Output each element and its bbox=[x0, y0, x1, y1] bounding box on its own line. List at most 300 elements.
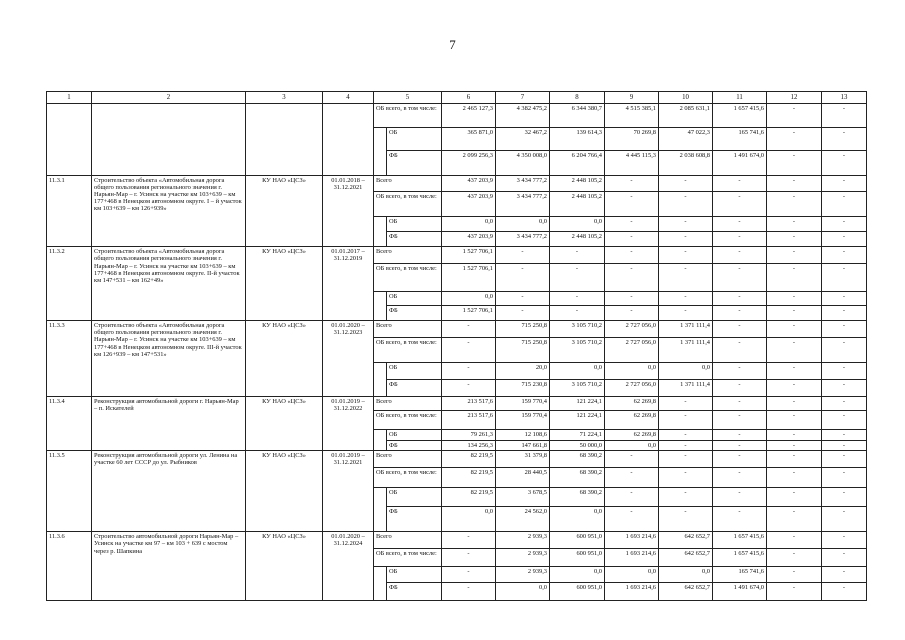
value-cell: - bbox=[550, 306, 605, 321]
value-cell: - bbox=[822, 467, 867, 487]
value-cell: 0,0 bbox=[496, 583, 550, 601]
value-cell: 159 770,4 bbox=[496, 411, 550, 430]
value-cell: - bbox=[605, 263, 659, 291]
value-cell: 600 951,0 bbox=[550, 548, 605, 567]
value-cell: - bbox=[659, 175, 713, 192]
value-cell: 642 652,7 bbox=[659, 548, 713, 567]
item-executor: КУ НАО «ЦСЗ» bbox=[246, 175, 323, 247]
value-cell: 0,0 bbox=[550, 217, 605, 232]
value-cell: - bbox=[767, 430, 822, 441]
value-cell: 82 219,5 bbox=[442, 487, 496, 507]
value-cell: - bbox=[822, 263, 867, 291]
item-name: Реконструкция автомобильной дороги г. Нарьян-Мар – п. Искателей bbox=[92, 396, 246, 450]
header-cell: 10 bbox=[659, 92, 713, 104]
value-cell: - bbox=[605, 306, 659, 321]
period-cell bbox=[323, 104, 374, 176]
value-cell: - bbox=[442, 337, 496, 362]
value-cell: - bbox=[822, 104, 867, 128]
source-cell: ОБ всего, в том числе: bbox=[374, 548, 442, 567]
value-cell: 71 224,1 bbox=[550, 430, 605, 441]
value-cell: 62 269,8 bbox=[605, 411, 659, 430]
value-cell: - bbox=[822, 430, 867, 441]
value-cell: 715 230,8 bbox=[496, 380, 550, 397]
header-cell: 8 bbox=[550, 92, 605, 104]
value-cell: 6 204 766,4 bbox=[550, 150, 605, 175]
value-cell: - bbox=[767, 396, 822, 411]
name-cell bbox=[92, 104, 246, 176]
value-cell: 0,0 bbox=[550, 507, 605, 532]
value-cell: - bbox=[605, 192, 659, 217]
value-cell: - bbox=[767, 567, 822, 583]
table-row bbox=[47, 104, 867, 128]
budget-table bbox=[46, 91, 867, 601]
value-cell: 68 390,2 bbox=[550, 467, 605, 487]
value-cell: 62 269,8 bbox=[605, 396, 659, 411]
value-cell: - bbox=[713, 192, 767, 217]
value-cell: 2 727 056,0 bbox=[605, 380, 659, 397]
source-cell: ОБ bbox=[387, 291, 442, 306]
value-cell: - bbox=[713, 467, 767, 487]
value-cell: - bbox=[713, 175, 767, 192]
value-cell: - bbox=[659, 231, 713, 247]
value-cell: - bbox=[822, 583, 867, 601]
source-cell: Всего bbox=[374, 396, 442, 411]
value-cell: - bbox=[550, 291, 605, 306]
value-cell: - bbox=[822, 247, 867, 264]
source-cell: Всего bbox=[374, 321, 442, 338]
value-cell: 165 741,6 bbox=[713, 567, 767, 583]
value-cell: - bbox=[659, 192, 713, 217]
source-cell: ОБ всего, в том числе: bbox=[374, 337, 442, 362]
item-executor: КУ НАО «ЦСЗ» bbox=[246, 532, 323, 601]
value-cell: - bbox=[496, 263, 550, 291]
value-cell: - bbox=[713, 362, 767, 380]
table-body bbox=[47, 104, 867, 601]
value-cell: 0,0 bbox=[659, 567, 713, 583]
value-cell: - bbox=[767, 321, 822, 338]
value-cell: - bbox=[713, 231, 767, 247]
value-cell: 121 224,1 bbox=[550, 411, 605, 430]
value-cell: - bbox=[659, 411, 713, 430]
value-cell: - bbox=[767, 291, 822, 306]
executor-cell bbox=[246, 104, 323, 176]
value-cell: 1 527 706,1 bbox=[442, 306, 496, 321]
value-cell: - bbox=[767, 217, 822, 232]
item-code: 11.3.3 bbox=[47, 321, 92, 397]
value-cell: - bbox=[767, 380, 822, 397]
value-cell: - bbox=[767, 548, 822, 567]
value-cell: 0,0 bbox=[442, 217, 496, 232]
value-cell: 2 465 127,3 bbox=[442, 104, 496, 128]
header-cell: 5 bbox=[374, 92, 442, 104]
value-cell: 437 203,9 bbox=[442, 175, 496, 192]
value-cell: - bbox=[605, 451, 659, 468]
header-cell: 13 bbox=[822, 92, 867, 104]
item-code: 11.3.4 bbox=[47, 396, 92, 450]
value-cell: - bbox=[767, 451, 822, 468]
source-cell: ФБ bbox=[387, 380, 442, 397]
value-cell: 165 741,6 bbox=[713, 127, 767, 150]
value-cell: 3 434 777,2 bbox=[496, 175, 550, 192]
table-row bbox=[47, 247, 867, 264]
value-cell: - bbox=[659, 396, 713, 411]
value-cell: 0,0 bbox=[550, 362, 605, 380]
value-cell: 6 344 380,7 bbox=[550, 104, 605, 128]
value-cell: - bbox=[822, 487, 867, 507]
value-cell: 2 939,3 bbox=[496, 567, 550, 583]
item-period: 01.01.2020 – 31.12.2023 bbox=[323, 321, 374, 397]
value-cell: 12 108,6 bbox=[496, 430, 550, 441]
source-cell: ОБ bbox=[387, 567, 442, 583]
value-cell: 437 203,9 bbox=[442, 231, 496, 247]
value-cell: - bbox=[822, 396, 867, 411]
value-cell: - bbox=[767, 104, 822, 128]
value-cell: - bbox=[713, 217, 767, 232]
value-cell: 2 448 105,2 bbox=[550, 231, 605, 247]
value-cell: 68 390,2 bbox=[550, 487, 605, 507]
value-cell: - bbox=[767, 263, 822, 291]
header-cell: 1 bbox=[47, 92, 92, 104]
value-cell: 4 382 475,2 bbox=[496, 104, 550, 128]
value-cell: - bbox=[605, 247, 659, 264]
source-cell: ФБ bbox=[387, 231, 442, 247]
source-cell: ОБ bbox=[387, 362, 442, 380]
value-cell: 1 491 674,0 bbox=[713, 150, 767, 175]
value-cell: 715 250,8 bbox=[496, 321, 550, 338]
table-row bbox=[47, 321, 867, 338]
source-cell: ОБ всего, в том числе: bbox=[374, 467, 442, 487]
value-cell: 2 727 056,0 bbox=[605, 337, 659, 362]
item-name: Реконструкция автомобильной дороги ул. Ленина на участке 60 лет СССР до ул. Рыбников bbox=[92, 451, 246, 532]
value-cell: 1 371 111,4 bbox=[659, 380, 713, 397]
value-cell: 3 105 710,2 bbox=[550, 321, 605, 338]
value-cell: - bbox=[822, 127, 867, 150]
item-period: 01.01.2019 – 31.12.2022 bbox=[323, 396, 374, 450]
value-cell: 3 105 710,2 bbox=[550, 337, 605, 362]
value-cell: - bbox=[822, 362, 867, 380]
value-cell: - bbox=[550, 263, 605, 291]
value-cell: 642 652,7 bbox=[659, 532, 713, 549]
item-period: 01.01.2017 – 31.12.2019 bbox=[323, 247, 374, 321]
source-cell: ОБ bbox=[387, 430, 442, 441]
value-cell: - bbox=[659, 291, 713, 306]
value-cell: - bbox=[822, 175, 867, 192]
value-cell: - bbox=[713, 380, 767, 397]
value-cell: 3 678,5 bbox=[496, 487, 550, 507]
value-cell: - bbox=[822, 217, 867, 232]
header-cell: 9 bbox=[605, 92, 659, 104]
value-cell: - bbox=[767, 467, 822, 487]
value-cell: 3 434 777,2 bbox=[496, 192, 550, 217]
header-cell: 6 bbox=[442, 92, 496, 104]
value-cell: - bbox=[713, 451, 767, 468]
value-cell: - bbox=[713, 291, 767, 306]
value-cell: - bbox=[659, 440, 713, 451]
value-cell: - bbox=[605, 175, 659, 192]
page-number: 7 bbox=[449, 37, 456, 52]
table-row bbox=[47, 175, 867, 192]
value-cell: 62 269,8 bbox=[605, 430, 659, 441]
value-cell: - bbox=[767, 440, 822, 451]
value-cell: 600 951,0 bbox=[550, 583, 605, 601]
value-cell: - bbox=[659, 451, 713, 468]
value-cell: 1 371 111,4 bbox=[659, 337, 713, 362]
value-cell: - bbox=[822, 321, 867, 338]
value-cell: - bbox=[713, 396, 767, 411]
source-cell: ФБ bbox=[387, 583, 442, 601]
value-cell: - bbox=[713, 263, 767, 291]
value-cell: - bbox=[767, 337, 822, 362]
value-cell: - bbox=[767, 247, 822, 264]
item-executor: КУ НАО «ЦСЗ» bbox=[246, 396, 323, 450]
source-cell: ФБ bbox=[387, 306, 442, 321]
value-cell: 68 390,2 bbox=[550, 451, 605, 468]
value-cell: 0,0 bbox=[605, 362, 659, 380]
value-cell: 32 467,2 bbox=[496, 127, 550, 150]
value-cell: - bbox=[767, 583, 822, 601]
header-cell: 2 bbox=[92, 92, 246, 104]
value-cell: 3 105 710,2 bbox=[550, 380, 605, 397]
value-cell: 1 491 674,0 bbox=[713, 583, 767, 601]
value-cell: - bbox=[713, 487, 767, 507]
source-cell: ФБ bbox=[387, 150, 442, 175]
value-cell: - bbox=[767, 306, 822, 321]
source-cell: ОБ bbox=[387, 487, 442, 507]
value-cell: 28 440,5 bbox=[496, 467, 550, 487]
source-cell: Всего bbox=[374, 247, 442, 264]
value-cell: - bbox=[822, 380, 867, 397]
value-cell: 50 000,0 bbox=[550, 440, 605, 451]
indent-cell bbox=[374, 362, 387, 396]
value-cell: 121 224,1 bbox=[550, 396, 605, 411]
source-cell: ОБ всего, в том числе: bbox=[374, 411, 442, 430]
value-cell: - bbox=[822, 507, 867, 532]
item-name: Строительство объекта «Автомобильная дорога общего пользования регионального значения г. Нарьян-Мар – г. Усинск на участке км 103+639 – км 177+468 в Ненецком автономном округе. II-й участок км 147+531 – км 162+49» bbox=[92, 247, 246, 321]
value-cell: - bbox=[767, 362, 822, 380]
value-cell: 1 527 706,1 bbox=[442, 263, 496, 291]
value-cell: 2 939,3 bbox=[496, 532, 550, 549]
value-cell: 2 085 631,1 bbox=[659, 104, 713, 128]
value-cell: 4 350 008,0 bbox=[496, 150, 550, 175]
value-cell: 437 203,9 bbox=[442, 192, 496, 217]
value-cell: - bbox=[713, 440, 767, 451]
value-cell: - bbox=[767, 487, 822, 507]
item-executor: КУ НАО «ЦСЗ» bbox=[246, 451, 323, 532]
value-cell: - bbox=[605, 467, 659, 487]
source-cell: ОБ всего, в том числе: bbox=[374, 263, 442, 291]
header-cell: 12 bbox=[767, 92, 822, 104]
value-cell: 1 371 111,4 bbox=[659, 321, 713, 338]
value-cell: 70 269,8 bbox=[605, 127, 659, 150]
item-name: Строительство объекта «Автомобильная дорога общего пользования регионального значения г. Нарьян-Мар – г. Усинск на участке км 103+639 – км 177+468 в Ненецком автономном округе. III-й участок км 126+939 – км 147+531» bbox=[92, 321, 246, 397]
source-cell: ОБ bbox=[387, 217, 442, 232]
value-cell: 0,0 bbox=[605, 567, 659, 583]
value-cell: - bbox=[767, 231, 822, 247]
value-cell: 4 515 385,1 bbox=[605, 104, 659, 128]
value-cell: 1 657 415,6 bbox=[713, 104, 767, 128]
item-executor: КУ НАО «ЦСЗ» bbox=[246, 247, 323, 321]
value-cell: - bbox=[659, 487, 713, 507]
source-cell: Всего bbox=[374, 451, 442, 468]
value-cell: 1 527 706,1 bbox=[442, 247, 496, 264]
source-cell: ОБ всего, в том числе: bbox=[374, 192, 442, 217]
value-cell: 24 562,0 bbox=[496, 507, 550, 532]
value-cell: - bbox=[767, 507, 822, 532]
source-cell: ОБ всего, в том числе: bbox=[374, 104, 442, 128]
value-cell: 139 614,3 bbox=[550, 127, 605, 150]
value-cell: - bbox=[605, 487, 659, 507]
header-row bbox=[47, 92, 867, 104]
value-cell: - bbox=[442, 583, 496, 601]
value-cell: 0,0 bbox=[659, 362, 713, 380]
value-cell: 1 693 214,6 bbox=[605, 532, 659, 549]
value-cell: - bbox=[822, 150, 867, 175]
value-cell: 3 434 777,2 bbox=[496, 231, 550, 247]
item-period: 01.01.2018 – 31.12.2021 bbox=[323, 175, 374, 247]
value-cell: 2 099 256,3 bbox=[442, 150, 496, 175]
value-cell: 600 951,0 bbox=[550, 532, 605, 549]
value-cell: - bbox=[822, 231, 867, 247]
indent-cell bbox=[374, 430, 387, 451]
value-cell: - bbox=[605, 291, 659, 306]
value-cell: - bbox=[659, 430, 713, 441]
value-cell: 0,0 bbox=[442, 291, 496, 306]
source-cell: Всего bbox=[374, 175, 442, 192]
table-row bbox=[47, 396, 867, 411]
value-cell: - bbox=[550, 247, 605, 264]
value-cell: 4 445 115,3 bbox=[605, 150, 659, 175]
value-cell: 2 038 608,8 bbox=[659, 150, 713, 175]
indent-cell bbox=[374, 291, 387, 320]
item-period: 01.01.2020 – 31.12.2024 bbox=[323, 532, 374, 601]
value-cell: 47 022,3 bbox=[659, 127, 713, 150]
value-cell: - bbox=[767, 411, 822, 430]
value-cell: - bbox=[713, 337, 767, 362]
value-cell: 79 261,3 bbox=[442, 430, 496, 441]
value-cell: 1 693 214,6 bbox=[605, 548, 659, 567]
value-cell: 0,0 bbox=[605, 440, 659, 451]
value-cell: 1 693 214,6 bbox=[605, 583, 659, 601]
value-cell: 159 770,4 bbox=[496, 396, 550, 411]
value-cell: - bbox=[713, 430, 767, 441]
indent-cell bbox=[374, 127, 387, 175]
item-code: 11.3.6 bbox=[47, 532, 92, 601]
value-cell: 1 657 415,6 bbox=[713, 532, 767, 549]
value-cell: - bbox=[605, 217, 659, 232]
value-cell: - bbox=[767, 192, 822, 217]
item-code: 11.3.1 bbox=[47, 175, 92, 247]
source-cell: ФБ bbox=[387, 440, 442, 451]
value-cell: 715 250,8 bbox=[496, 337, 550, 362]
item-code: 11.3.2 bbox=[47, 247, 92, 321]
value-cell: - bbox=[442, 532, 496, 549]
value-cell: - bbox=[822, 291, 867, 306]
value-cell: - bbox=[822, 567, 867, 583]
source-cell: Всего bbox=[374, 532, 442, 549]
value-cell: - bbox=[659, 507, 713, 532]
value-cell: - bbox=[822, 451, 867, 468]
value-cell: 82 219,5 bbox=[442, 467, 496, 487]
header-cell: 7 bbox=[496, 92, 550, 104]
value-cell: - bbox=[822, 337, 867, 362]
value-cell: 20,0 bbox=[496, 362, 550, 380]
value-cell: - bbox=[822, 411, 867, 430]
value-cell: - bbox=[767, 175, 822, 192]
item-name: Строительство объекта «Автомобильная дорога общего пользования регионального значения г. Нарьян-Мар – г. Усинск на участке км 103+639 – км 177+468 в Ненецком автономном округе. I – й участок км 103+639 – км 126+939» bbox=[92, 175, 246, 247]
value-cell: - bbox=[496, 247, 550, 264]
item-name: Строительство автомобильной дороги Нарьян-Мар – Усинск на участке км 97 – км 103 + 639 с мостом через р. Шапкина bbox=[92, 532, 246, 601]
value-cell: - bbox=[713, 306, 767, 321]
source-cell: ФБ bbox=[387, 507, 442, 532]
value-cell: 0,0 bbox=[442, 507, 496, 532]
header-cell: 4 bbox=[323, 92, 374, 104]
value-cell: - bbox=[659, 263, 713, 291]
value-cell: - bbox=[767, 127, 822, 150]
value-cell: - bbox=[713, 411, 767, 430]
value-cell: - bbox=[767, 150, 822, 175]
value-cell: - bbox=[822, 532, 867, 549]
value-cell: - bbox=[442, 380, 496, 397]
value-cell: 213 517,6 bbox=[442, 396, 496, 411]
indent-cell bbox=[374, 487, 387, 532]
code-cell bbox=[47, 104, 92, 176]
value-cell: - bbox=[822, 192, 867, 217]
value-cell: 2 448 105,2 bbox=[550, 175, 605, 192]
value-cell: - bbox=[442, 567, 496, 583]
value-cell: - bbox=[713, 321, 767, 338]
value-cell: 147 661,8 bbox=[496, 440, 550, 451]
value-cell: - bbox=[822, 440, 867, 451]
value-cell: - bbox=[442, 321, 496, 338]
value-cell: - bbox=[713, 247, 767, 264]
value-cell: - bbox=[822, 306, 867, 321]
header-cell: 3 bbox=[246, 92, 323, 104]
value-cell: 31 379,8 bbox=[496, 451, 550, 468]
source-cell: ОБ bbox=[387, 127, 442, 150]
value-cell: - bbox=[442, 362, 496, 380]
indent-cell bbox=[374, 567, 387, 601]
item-period: 01.01.2019 – 31.12.2021 bbox=[323, 451, 374, 532]
value-cell: 2 448 105,2 bbox=[550, 192, 605, 217]
value-cell: - bbox=[659, 247, 713, 264]
value-cell: 82 219,5 bbox=[442, 451, 496, 468]
value-cell: 2 939,3 bbox=[496, 548, 550, 567]
value-cell: 365 871,0 bbox=[442, 127, 496, 150]
value-cell: 1 657 415,6 bbox=[713, 548, 767, 567]
value-cell: 0,0 bbox=[550, 567, 605, 583]
value-cell: - bbox=[496, 306, 550, 321]
value-cell: - bbox=[767, 532, 822, 549]
item-executor: КУ НАО «ЦСЗ» bbox=[246, 321, 323, 397]
value-cell: 134 256,3 bbox=[442, 440, 496, 451]
value-cell: - bbox=[713, 507, 767, 532]
value-cell: 0,0 bbox=[496, 217, 550, 232]
value-cell: 2 727 056,0 bbox=[605, 321, 659, 338]
value-cell: 213 517,6 bbox=[442, 411, 496, 430]
value-cell: - bbox=[442, 548, 496, 567]
value-cell: - bbox=[822, 548, 867, 567]
header-cell: 11 bbox=[713, 92, 767, 104]
value-cell: - bbox=[605, 507, 659, 532]
value-cell: - bbox=[659, 306, 713, 321]
value-cell: - bbox=[659, 217, 713, 232]
indent-cell bbox=[374, 217, 387, 247]
table-row bbox=[47, 451, 867, 468]
value-cell: 642 652,7 bbox=[659, 583, 713, 601]
value-cell: - bbox=[659, 467, 713, 487]
table-row bbox=[47, 532, 867, 549]
item-code: 11.3.5 bbox=[47, 451, 92, 532]
